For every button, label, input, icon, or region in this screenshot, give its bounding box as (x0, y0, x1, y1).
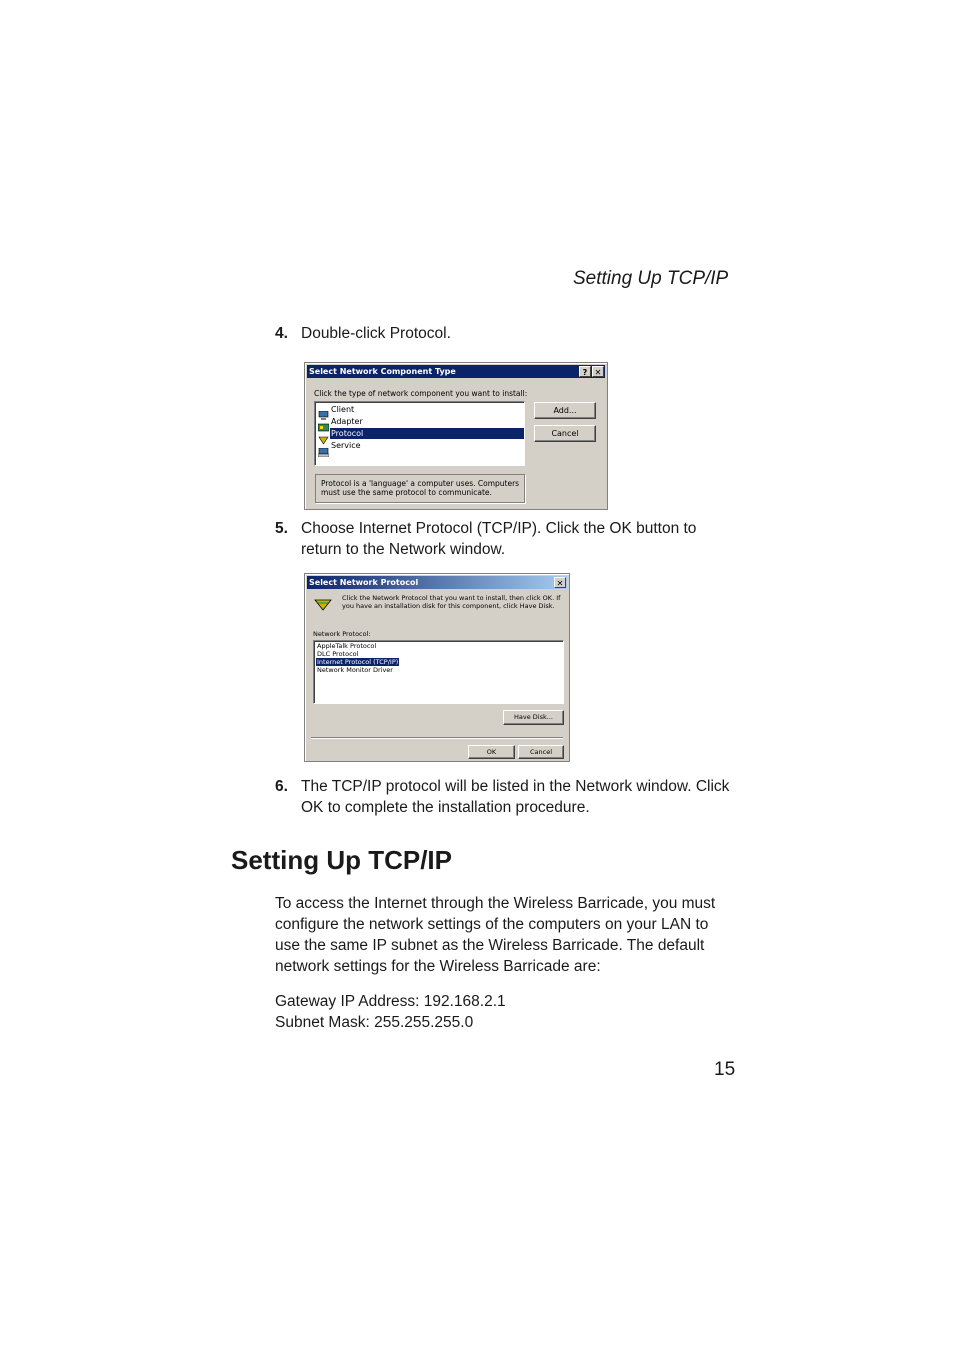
separator (311, 737, 563, 739)
step-number: 5. (275, 520, 288, 537)
dialog-title: Select Network Protocol (309, 578, 419, 587)
description-box (315, 474, 525, 503)
dialog-titlebar (307, 576, 567, 589)
list-item-selected[interactable]: Protocol (330, 428, 524, 439)
step-text: Choose Internet Protocol (TCP/IP). Click the OK button to return to the Network window. (301, 520, 697, 558)
dialog-instructions: Click the Network Protocol that you want to install, then click OK. If you have an installation disk for this component, click Have Disk. (342, 594, 561, 610)
protocol-icon (314, 597, 332, 611)
description-text: Protocol is a 'language' a computer uses. Computers must use the same protocol to communicate. (321, 479, 520, 497)
list-item[interactable]: AppleTalk Protocol (317, 642, 377, 650)
dialog-prompt: Click the type of network component you want to install: (314, 389, 528, 398)
step-5 (275, 518, 735, 562)
close-button[interactable]: ✕ (554, 577, 566, 588)
select-network-component-dialog (304, 362, 608, 510)
step-text: The TCP/IP protocol will be listed in the Network window. Click OK to complete the installation procedure. (301, 778, 730, 816)
add-button[interactable]: Add... (534, 402, 596, 419)
page-number: 15 (714, 1059, 736, 1080)
list-label: Network Protocol: (313, 630, 371, 638)
close-button[interactable]: ✕ (592, 366, 604, 377)
intro-paragraph: To access the Internet through the Wireless Barricade, you must configure the network settings of the computers on your LAN to use the same IP subnet as the Wireless Barricade. The default network settings for the Wireless Barricade are: (275, 895, 716, 975)
service-icon (318, 442, 329, 451)
step-number: 4. (275, 325, 288, 342)
step-number: 6. (275, 778, 288, 795)
list-item[interactable]: Client (331, 405, 355, 414)
list-item-selected[interactable]: Internet Protocol (TCP/IP) (317, 658, 399, 666)
dialog-title: Select Network Component Type (309, 367, 456, 376)
component-type-list[interactable] (314, 401, 525, 466)
dialog-titlebar (307, 365, 605, 378)
ok-button[interactable]: OK (468, 745, 515, 759)
have-disk-button[interactable]: Have Disk... (503, 710, 564, 725)
protocol-icon (318, 430, 329, 439)
list-item[interactable]: Service (331, 441, 361, 450)
step-text: Double-click Protocol. (301, 325, 451, 342)
gateway-address: Gateway IP Address: 192.168.2.1 (275, 993, 506, 1010)
cancel-button[interactable]: Cancel (518, 745, 564, 759)
list-item[interactable]: DLC Protocol (317, 650, 359, 658)
step-6 (275, 776, 735, 820)
running-header: Setting Up TCP/IP (573, 268, 729, 289)
section-heading: Setting Up TCP/IP (231, 845, 452, 875)
select-network-protocol-dialog (304, 573, 570, 762)
list-item[interactable]: Network Monitor Driver (317, 666, 393, 674)
client-icon (318, 405, 329, 414)
network-protocol-list[interactable] (313, 640, 564, 704)
cancel-button[interactable]: Cancel (534, 425, 596, 442)
subnet-mask: Subnet Mask: 255.255.255.0 (275, 1014, 474, 1031)
adapter-icon (318, 417, 329, 426)
help-button[interactable]: ? (579, 366, 591, 377)
list-item[interactable]: Adapter (331, 417, 363, 426)
